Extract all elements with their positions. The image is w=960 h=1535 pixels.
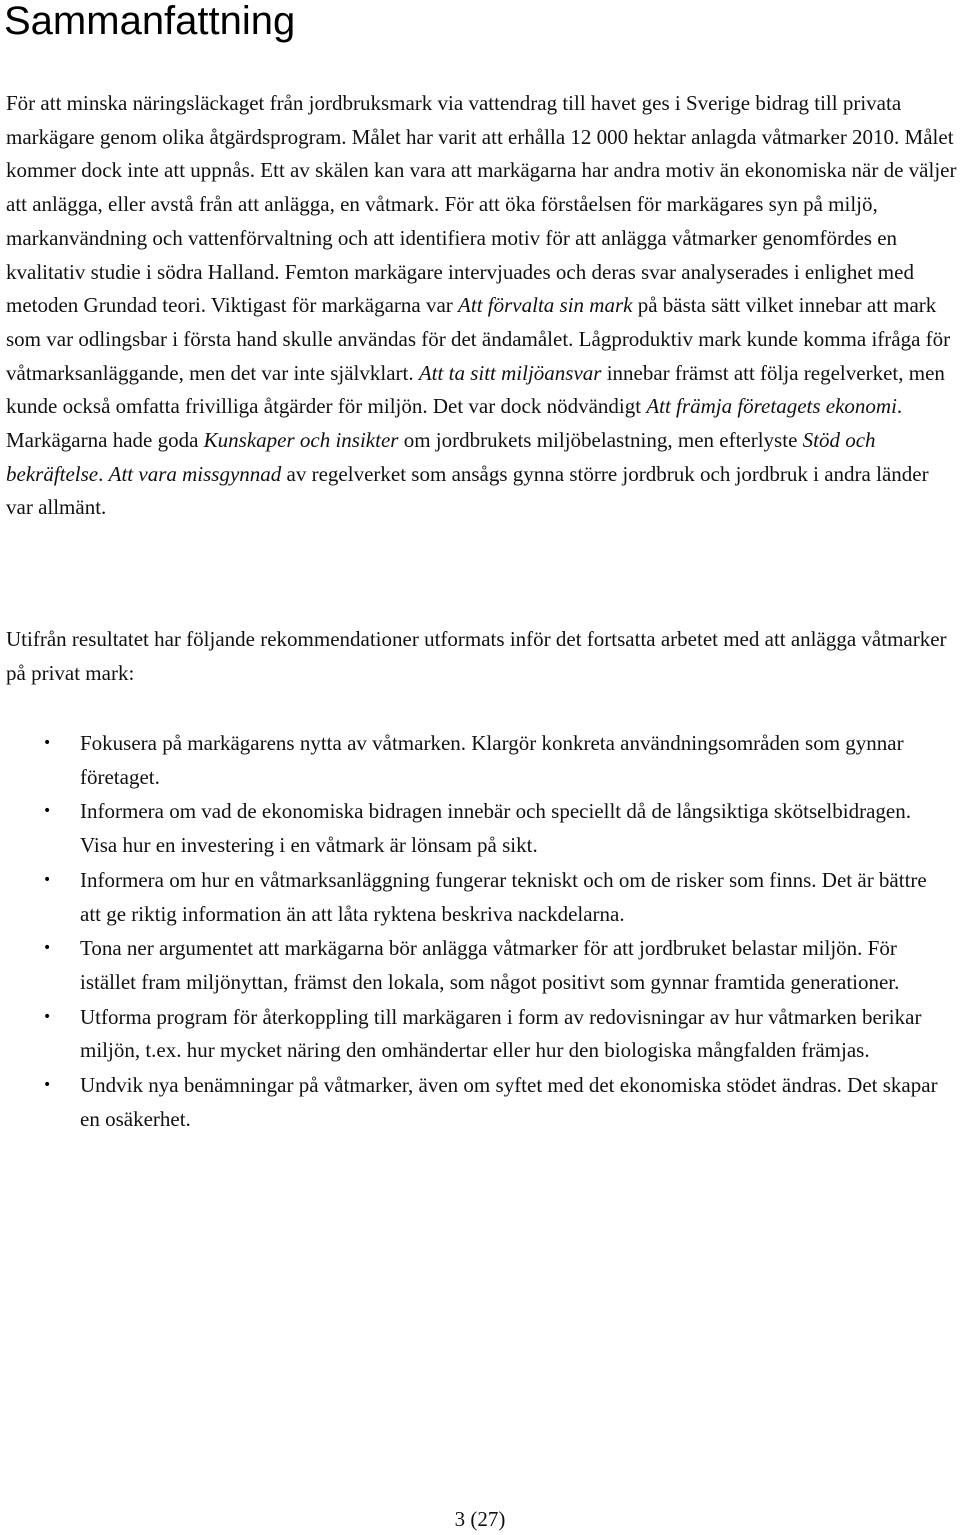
summary-text-segment: av regelverket som ansågs gynna större jordbruk och jordbruk i andra länder var allmänt. — [6, 461, 929, 520]
summary-italic-term: Att förvalta sin mark — [458, 293, 633, 318]
summary-text-segment: på bästa sätt vilket innebar att mark som var odlingsbar i första hand skulle användas för det ändamålet. Lågproduktiv mark kunde komma ifråga för våtmarksanläggande, men det var inte självklart. — [6, 293, 951, 385]
bullet-icon: • — [43, 735, 52, 751]
bullet-icon: • — [43, 1077, 52, 1094]
list-item-text: Utforma program för återkoppling till markägaren i form av redovisningar av hur våtmarken berikar miljön, t.ex. hur mycket näring den omhändertar eller hur den biologiska mångfalden främjas. — [80, 1004, 922, 1063]
recommendations-intro: Utifrån resultatet har följande rekommendationer utformats inför det fortsatta arbetet med att anlägga våtmarker på privat mark: — [6, 627, 947, 685]
recommendations-list — [0, 727, 960, 1136]
summary-text-segment: om jordbrukets miljöbelastning, men efterlyste — [398, 428, 803, 453]
summary-text-segment: För att minska näringsläckaget från jordbruksmark via vattendrag till havet ges i Sverige bidrag till privata markägare genom olika åtgärdsprogram. Målet har varit att erhålla 12 000 hektar anlagda våtmarker 2010. Målet kommer dock inte att uppnås. Ett av skälen kan vara att markägarna har andra motiv än ekonomiska när de väljer att anlägga, eller avstå från att anlägga, en våtmark. För att öka förståelsen för markägares syn på miljö, markanvändning och vattenförvaltning och att identifiera motiv för att anlägga våtmarker genomfördes en kvalitativ studie i södra Halland. Femton markägare intervjuades och deras svar analyserades i enlighet med metoden Grundad teori. Viktigast för markägarna var — [6, 91, 957, 318]
bullet-icon: • — [43, 1008, 52, 1025]
list-item-text: Tona ner argumentet att markägarna bör anlägga våtmarker för att jordbruket belastar miljön. För istället fram miljönyttan, främst den lokala, som något positivt som gynnar framtida generationer. — [80, 936, 900, 994]
bullet-icon: • — [43, 940, 52, 957]
bullet-icon: • — [43, 871, 52, 888]
list-item — [0, 1001, 940, 1068]
summary-italic-term: Att främja företagets ekonomi — [646, 394, 897, 419]
summary-text-segment: . — [98, 461, 109, 486]
list-item — [0, 727, 940, 794]
summary-text-segment: innebar främst att följa regelverket, men kunde också omfatta frivilliga åtgärder för miljön. Det var dock nödvändigt — [6, 360, 945, 419]
list-item-text: Fokusera på markägarens nytta av våtmarken. Klargör konkreta användningsområden som gynnar företaget. — [80, 731, 904, 789]
summary-italic-term: Kunskaper och insikter — [203, 428, 399, 453]
summary-paragraph — [6, 87, 958, 525]
list-item — [0, 932, 940, 999]
summary-text-segment: . Markägarna hade goda — [6, 394, 903, 453]
summary-italic-term: Stöd och bekräftelse — [6, 428, 876, 486]
page-title: Sammanfattning — [4, 0, 296, 43]
list-item-text: Informera om vad de ekonomiska bidragen innebär och speciellt då de långsiktiga skötselbidragen. Visa hur en investering i en våtmark är lönsam på sikt. — [80, 799, 911, 858]
summary-italic-term: Att ta sitt miljöansvar — [418, 360, 602, 385]
page-number: 3 (27) — [454, 1507, 506, 1531]
list-item — [0, 1069, 940, 1136]
list-item — [0, 795, 940, 862]
summary-italic-term: Att vara missgynnad — [108, 461, 282, 486]
list-item-text: Informera om hur en våtmarksanläggning fungerar tekniskt och om de risker som finns. Det är bättre att ge riktig information än att låta ryktena beskriva nackdelarna. — [80, 867, 927, 926]
list-item — [0, 864, 940, 931]
list-item-text: Undvik nya benämningar på våtmarker, även om syftet med det ekonomiska stödet ändras. Det skapar en osäkerhet. — [80, 1073, 938, 1131]
bullet-icon: • — [43, 803, 52, 820]
